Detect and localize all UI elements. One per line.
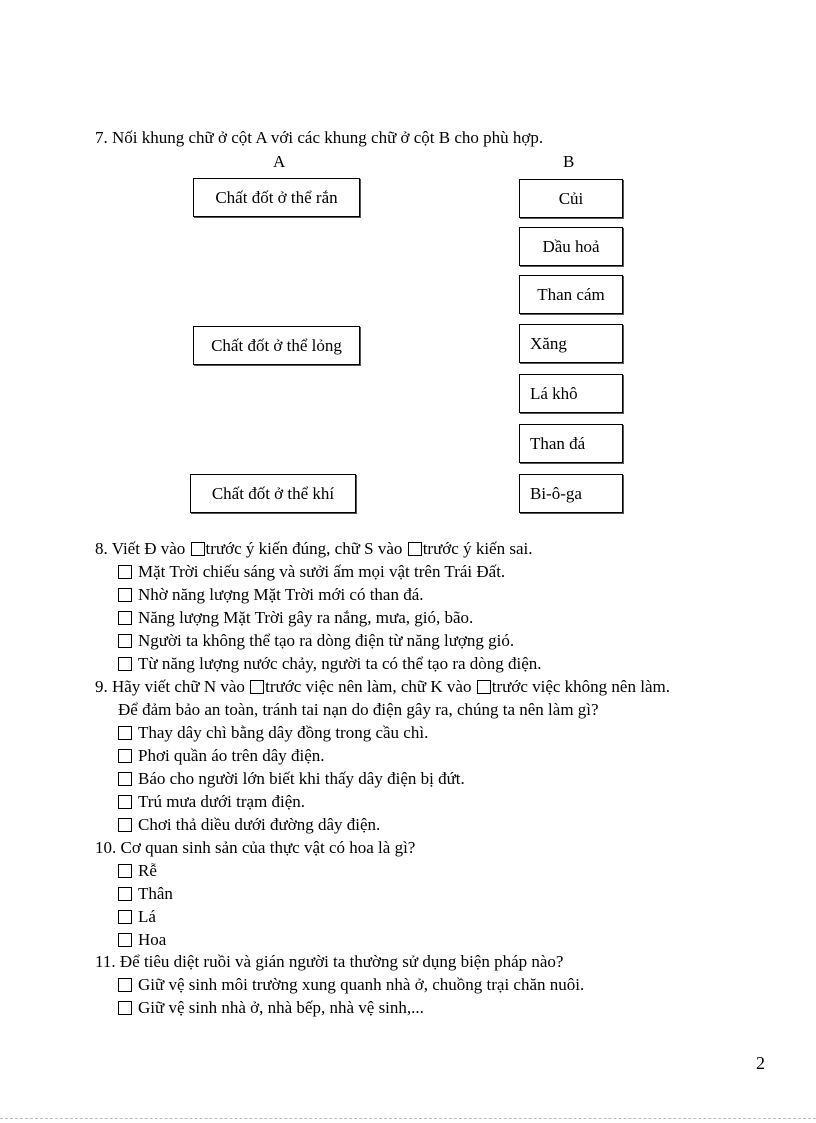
checkbox-icon[interactable]: [118, 565, 132, 579]
q9-option-4: [118, 792, 305, 812]
inline-checkbox-icon: [191, 542, 205, 556]
q7-col-a-box-gas[interactable]: Chất đốt ở thể khí: [190, 474, 356, 513]
page-bottom-divider: [0, 1118, 816, 1119]
q7-col-b-box-than-da[interactable]: Than đá: [519, 424, 623, 463]
q8-title-part3: trước ý kiến sai.: [422, 539, 533, 558]
inline-checkbox-icon: [250, 680, 264, 694]
q8-option-4: [118, 631, 514, 651]
q7-col-b-box-cui[interactable]: Củi: [519, 179, 623, 218]
checkbox-icon[interactable]: [118, 887, 132, 901]
q7-col-b-box-dau-hoa[interactable]: Dầu hoả: [519, 227, 623, 266]
q9-option-label: Phơi quần áo trên dây điện.: [138, 746, 325, 765]
q9-option-label: Trú mưa dưới trạm điện.: [138, 792, 306, 811]
q7-col-b-box-la-kho[interactable]: Lá khô: [519, 374, 623, 413]
q9-option-5: [118, 815, 380, 835]
q7-col-b-box-bi-o-ga[interactable]: Bi-ô-ga: [519, 474, 623, 513]
checkbox-icon[interactable]: [118, 978, 132, 992]
q9-option-label: Thay dây chì bằng dây đồng trong cầu chì.: [138, 723, 429, 742]
q7-col-b-box-xang[interactable]: Xăng: [519, 324, 623, 363]
q10-option-4: [118, 930, 166, 950]
q7-col-b-box-than-cam[interactable]: Than cám: [519, 275, 623, 314]
q8-option-3: [118, 608, 473, 628]
q7-col-a-box-liquid[interactable]: Chất đốt ở thể lỏng: [193, 326, 360, 365]
q11-option-label: Giữ vệ sinh môi trường xung quanh nhà ở, chuồng trại chăn nuôi.: [138, 975, 585, 994]
q9-option-2: [118, 746, 325, 766]
checkbox-icon[interactable]: [118, 611, 132, 625]
inline-checkbox-icon: [477, 680, 491, 694]
checkbox-icon[interactable]: [118, 588, 132, 602]
q8-option-label: Nhờ năng lượng Mặt Trời mới có than đá.: [138, 585, 424, 604]
q9-option-label: Báo cho người lớn biết khi thấy dây điện bị đứt.: [138, 769, 465, 788]
inline-checkbox-icon: [408, 542, 422, 556]
checkbox-icon[interactable]: [118, 657, 132, 671]
q9-option-label: Chơi thả diều dưới đường dây điện.: [138, 815, 381, 834]
q8-option-label: Mặt Trời chiếu sáng và sưởi ấm mọi vật trên Trái Đất.: [138, 562, 506, 581]
checkbox-icon[interactable]: [118, 910, 132, 924]
q9-subtitle: Để đảm bảo an toàn, tránh tai nạn do điện gây ra, chúng ta nên làm gì?: [118, 700, 599, 719]
checkbox-icon[interactable]: [118, 795, 132, 809]
q11-option-2: [118, 998, 424, 1018]
q10-option-label: Hoa: [138, 930, 167, 949]
q9-title-part1: 9. Hãy viết chữ N vào: [95, 677, 245, 696]
q10-option-label: Lá: [138, 907, 156, 926]
checkbox-icon[interactable]: [118, 933, 132, 947]
q9-title-part2: trước việc nên làm, chữ K vào: [265, 677, 472, 696]
q8-option-label: Người ta không thể tạo ra dòng điện từ năng lượng gió.: [138, 631, 515, 650]
q11-option-1: [118, 975, 584, 995]
q9-option-3: [118, 769, 465, 789]
checkbox-icon[interactable]: [118, 818, 132, 832]
checkbox-icon[interactable]: [118, 1001, 132, 1015]
q7-column-a-label: A: [273, 152, 286, 171]
checkbox-icon[interactable]: [118, 864, 132, 878]
q8-title-part2: trước ý kiến đúng, chữ S vào: [205, 539, 403, 558]
q8-option-5: [118, 654, 542, 674]
q8-option-label: Từ năng lượng nước chảy, người ta có thể tạo ra dòng điện.: [138, 654, 542, 673]
q11-option-label: Giữ vệ sinh nhà ở, nhà bếp, nhà vệ sinh,...: [138, 998, 424, 1017]
q8-title: [95, 539, 532, 559]
q11-title: 11. Để tiêu diệt ruồi và gián người ta thường sử dụng biện pháp nào?: [95, 952, 564, 971]
q7-column-b-label: B: [563, 152, 575, 171]
q10-option-1: [118, 861, 157, 881]
q7-col-a-box-solid[interactable]: Chất đốt ở thể rắn: [193, 178, 360, 217]
q10-option-label: Rễ: [138, 861, 157, 880]
q9-title: [95, 677, 670, 697]
q9-option-1: [118, 723, 428, 743]
q10-title: 10. Cơ quan sinh sản của thực vật có hoa là gì?: [95, 838, 416, 857]
checkbox-icon[interactable]: [118, 772, 132, 786]
q7-title: 7. Nối khung chữ ở cột A với các khung chữ ở cột B cho phù hợp.: [95, 128, 544, 147]
q8-option-1: [118, 562, 505, 582]
q9-title-part3: trước việc không nên làm.: [491, 677, 670, 696]
q8-title-part1: 8. Viết Đ vào: [95, 539, 186, 558]
page-number: 2: [756, 1053, 765, 1073]
q10-option-label: Thân: [138, 884, 173, 903]
checkbox-icon[interactable]: [118, 634, 132, 648]
q8-option-label: Năng lượng Mặt Trời gây ra nắng, mưa, gió, bão.: [138, 608, 474, 627]
checkbox-icon[interactable]: [118, 749, 132, 763]
checkbox-icon[interactable]: [118, 726, 132, 740]
q10-option-2: [118, 884, 173, 904]
q10-option-3: [118, 907, 156, 927]
q8-option-2: [118, 585, 424, 605]
